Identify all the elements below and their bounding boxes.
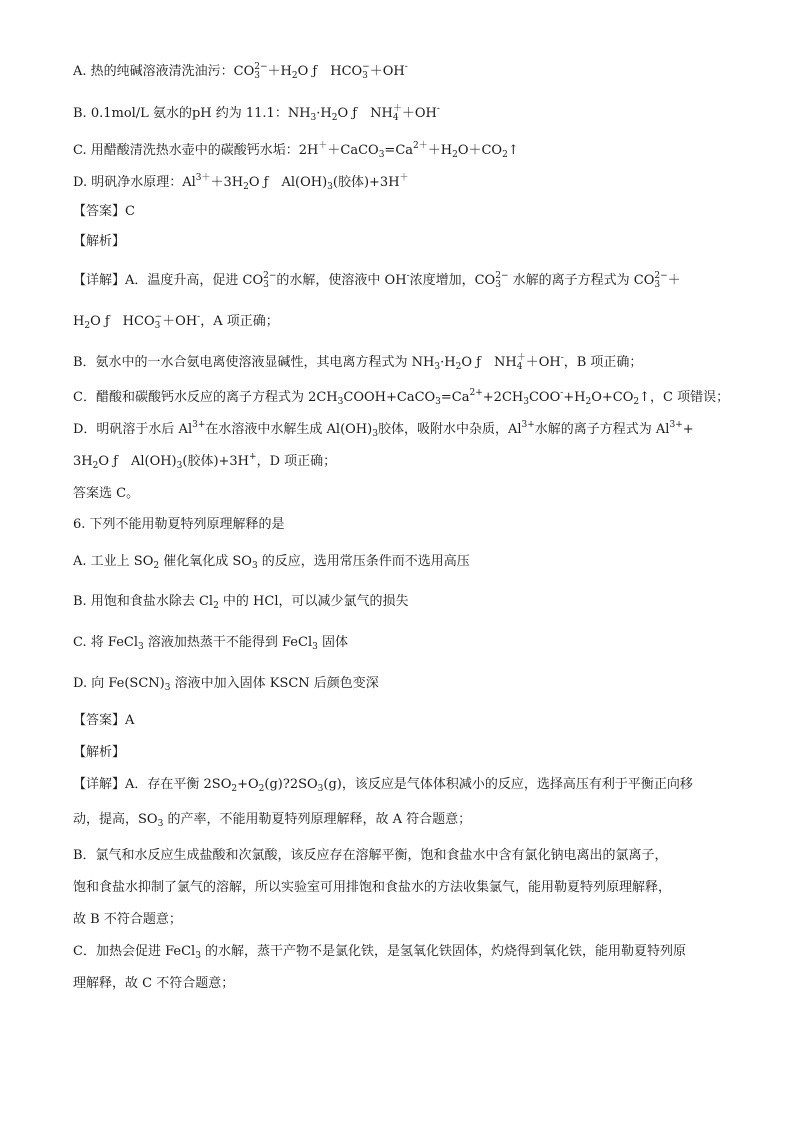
text-run: ，D 项正确； [256,454,337,469]
superscript: - [404,61,408,72]
superscript: - [560,352,564,363]
subscript: 2 [331,112,338,123]
text-run: 水解的离子方程式为 Al [534,422,670,437]
chem-script [470,389,483,407]
superscript: − [154,311,163,322]
text-run: +O [237,777,259,792]
text-run: O＋CO [457,143,503,158]
superscript: - [197,311,201,322]
text-run: 水解的离子方程式为 CO [508,273,655,288]
text-run: ＋OH [369,64,405,79]
text-run: 【详解】A．温度升高，促进 CO [73,273,264,288]
text-run: (胶体)+3H [182,454,250,469]
text-line [73,878,671,898]
text-line [73,974,234,994]
text-run: D．明矾溶于水后 Al [73,422,193,437]
subscript: 3 [378,149,385,160]
subscript: 4 [392,112,399,123]
text-line [73,173,409,193]
text-run: ↑，C 项错误； [639,390,730,405]
text-run: ＋OH [525,355,561,370]
text-run: + [682,422,694,437]
subscript: 3 [434,361,441,372]
text-line [73,515,285,535]
text-line [73,353,642,373]
text-run: 浓度增加，CO [409,273,496,288]
superscript: 2− [654,270,668,281]
text-line [73,810,471,830]
text-run: 的产率，不能用勒夏特列原理解释，故 A 符合题意； [163,812,472,827]
chem-script [192,421,205,439]
text-run: 的水解，蒸干产物不是氯化铁，是氢氧化铁固体，灼烧得到氧化铁，能用勒夏特列原 [200,944,687,959]
subscript: 3 [372,428,378,439]
text-run: A. 工业上 SO [73,554,154,569]
chem-script [196,174,211,192]
text-line [73,271,681,291]
text-run: 【解析】 [73,234,126,249]
superscript: ＋ [399,172,409,183]
subscript: 2 [258,783,265,794]
chem-script [249,453,257,471]
text-run: C．加热会促进 FeCl [73,944,196,959]
text-run: C．醋酸和碳酸钙水反应的离子方程式为 2CH [73,390,338,405]
text-line [73,775,693,795]
superscript: ＋ [318,140,328,151]
text-run: O ƒ HCO [297,64,363,79]
subscript: 3 [435,396,441,407]
text-run: ↑ [507,143,519,158]
superscript: 2− [263,270,277,281]
superscript: - [406,270,410,281]
subscript: 2 [452,149,458,160]
text-run: 饱和食盐水抑制了氯气的溶解，所以实验室可用排饱和食盐水的方法收集氯气，能用勒夏特列原理解释， [73,880,672,895]
subscript: 2 [502,149,508,160]
text-run: 固体 [317,635,348,650]
chem-script [413,142,428,160]
text-run: H [73,314,85,329]
subscript: 3 [157,818,164,829]
text-run: 催化氧化成 SO [159,554,252,569]
text-run: 溶液中加入固体 KSCN 后颜色变深 [170,676,379,691]
text-line [73,62,408,82]
text-run: =Ca [384,143,414,158]
subscript: 2 [231,783,238,794]
superscript: 2− [254,61,268,72]
text-run: 【详解】A．存在平衡 2SO [73,777,232,792]
text-run: B．氨水中的一水合氨电离使溶液显碱性，其电离方程式为 NH [73,355,435,370]
subscript: 2 [585,396,592,407]
subscript: 3 [312,641,318,652]
chem-script [654,272,667,290]
chem-script [405,63,408,81]
subscript: 4 [516,361,523,372]
subscript: 3 [362,70,368,81]
text-run: O ƒ HCO [90,314,155,329]
superscript: 3+ [192,419,206,430]
chem-script [400,174,409,192]
text-run: O ƒ NH [461,355,517,370]
text-run: (g)?2SO [264,777,318,792]
superscript: 2− [495,270,509,281]
text-run: ＋CaCO [327,143,379,158]
text-run: B. 0.1mol/L 氨水的pH 约为 11.1：NH [73,106,311,121]
subscript: 2 [84,320,91,331]
text-line [73,232,125,252]
text-run: B. 用饱和食盐水除去 Cl [73,594,214,609]
text-run: 【解析】 [73,745,126,760]
text-run: 3H [73,454,93,469]
text-run: ＋ [667,273,681,288]
text-line [73,592,409,612]
subscript: 3 [154,320,161,331]
chem-script [517,354,526,372]
text-run: ＋OH [401,106,437,121]
subscript: 2 [243,181,249,192]
text-run: ，B 项正确； [563,355,643,370]
text-run: COO [528,390,561,405]
text-line [73,420,694,440]
subscript: 3 [138,641,144,652]
text-run: C. 用醋酸清洗热水壶中的碳酸钙水垢：2H [73,143,319,158]
subscript: 3 [254,70,260,81]
superscript: 3+ [669,419,683,430]
subscript: 2 [213,600,219,611]
chem-script [362,63,370,81]
superscript: ＋ [516,352,526,363]
subscript: 3 [523,396,529,407]
chem-script [495,272,508,290]
subscript: 2 [291,70,298,81]
text-run: ＋H [427,143,453,158]
text-run: +H [563,390,586,405]
subscript: 3 [495,279,501,290]
text-line [73,552,470,572]
chem-script [393,105,402,123]
text-run: A. 热的纯碱溶液清洗油污：CO [73,64,255,79]
subscript: 3 [317,783,324,794]
text-run: COOH+CaCO [343,390,436,405]
text-run: O ƒ Al(OH) [248,175,328,190]
subscript: 2 [153,560,160,571]
text-run: 中的 HCl，可以减少氯气的损失 [218,594,409,609]
text-run: =Ca [440,390,470,405]
superscript: 2＋ [413,140,428,151]
text-line [73,202,135,222]
text-run: C. 将 FeCl [73,635,138,650]
text-run: ＋3H [210,175,244,190]
text-line [73,674,379,694]
text-run: 理解释，故 C 不符合题意； [73,976,235,991]
chem-script [437,105,440,123]
subscript: 3 [176,460,183,471]
text-run: D. 向 Fe(SCN) [73,676,165,691]
chem-script [669,421,682,439]
text-run: 动，提高，SO [73,812,158,827]
text-run: 6. 下列不能用勒夏特列原理解释的是 [73,517,285,532]
text-run: 【答案】C [73,204,135,219]
superscript: 2+ [469,387,483,398]
text-run: 【答案】A [73,713,135,728]
text-run: D. 明矾净水原理：Al [73,175,196,190]
text-line [73,743,125,763]
superscript: 3＋ [195,172,211,183]
text-line [73,910,182,930]
superscript: - [436,103,440,114]
text-run: O+CO [591,390,634,405]
subscript: 2 [633,396,640,407]
text-run: B．氯气和水反应生成盐酸和次氯酸，该反应存在溶解平衡，饱和食盐水中含有氯化钠电离出的氯离子， [73,848,668,863]
text-line [73,452,336,472]
subscript: 3 [310,112,317,123]
text-line [73,312,279,332]
text-run: O ƒ NH [337,106,393,121]
text-line [73,942,686,962]
subscript: 3 [327,181,333,192]
text-run: O ƒ Al(OH) [98,454,177,469]
text-run: 的水解，使溶液中 OH [276,273,407,288]
text-run: 溶液加热蒸干不能得到 FeCl [143,635,313,650]
text-run: 故 B 不符合题意； [73,912,182,927]
text-run: +2CH [482,390,524,405]
text-run: 的反应，选用常压条件而不选用高压 [257,554,470,569]
text-run: 胶体，吸附水中杂质，Al [377,422,522,437]
text-run: 在水溶液中水解生成 Al(OH) [205,422,373,437]
text-run: (g)，该反应是气体体积减小的反应，选择高压有利于平衡正向移 [323,777,693,792]
subscript: 3 [654,279,661,290]
superscript: − [362,61,370,72]
text-run: ，A 项正确； [200,314,279,329]
text-run: ·H [316,106,332,121]
text-line [73,846,668,866]
text-line [73,711,134,731]
text-run: ＋OH [162,314,198,329]
superscript: 3+ [521,419,535,430]
text-run: ＋H [267,64,292,79]
subscript: 3 [164,682,171,693]
text-run: ·H [440,355,456,370]
text-line [73,141,519,161]
subscript: 3 [195,950,201,961]
text-line [73,484,139,504]
text-line [73,104,440,124]
superscript: - [560,387,564,398]
subscript: 2 [455,361,462,372]
superscript: ＋ [392,103,402,114]
subscript: 3 [337,396,344,407]
subscript: 3 [251,560,258,571]
superscript: + [249,451,257,462]
text-run: (胶体)+3H [332,175,400,190]
chem-script [254,63,267,81]
chem-script [522,421,535,439]
chem-script [263,272,276,290]
text-line [73,633,348,653]
subscript: 2 [92,460,99,471]
text-line [73,388,729,408]
text-run: 答案选 C。 [73,486,140,501]
subscript: 3 [263,279,269,290]
